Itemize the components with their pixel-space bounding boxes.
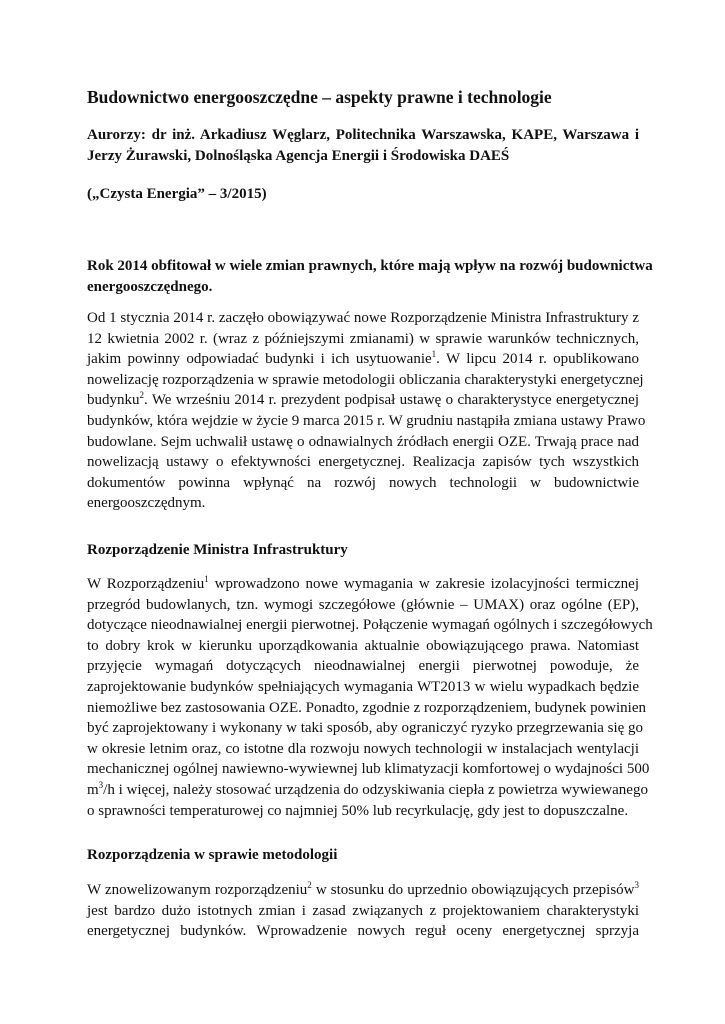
text-run: m <box>87 781 99 798</box>
document-title: Budownictwo energooszczędne – aspekty prawne i technologie <box>87 87 552 107</box>
intro-paragraph <box>87 308 646 514</box>
paragraph-line: dokumentów powinna wpłynąć na rozwój nowych technologii w budownictwie <box>87 474 639 491</box>
paragraph-line: być zaprojektowany i wykonany w taki sposób, aby ograniczyć ryzyko przegrzewania się go <box>87 720 644 737</box>
footnote-ref: 1 <box>204 574 209 584</box>
lead-paragraph <box>87 256 653 297</box>
section-heading-infrastructure: Rozporządzenie Ministra Infrastruktury <box>87 542 348 558</box>
paragraph-line <box>87 574 639 595</box>
paragraph-line: jest bardzo dużo istotnych zmian i zasad związanych z projektowaniem charakterystyki <box>87 902 639 919</box>
paragraph-line: energooszczędnym. <box>87 495 206 512</box>
paragraph-line: 12 kwietnia 2002 r. (wraz z późniejszymi zmianami) w sprawie warunków technicznych, <box>87 330 639 347</box>
paragraph-line: energetycznej budynków. Wprowadzenie nowych reguł oceny energetycznej sprzyja <box>87 923 639 940</box>
footnote-ref: 2 <box>307 880 312 890</box>
authors-line-2: Jerzy Żurawski, Dolnośląska Agencja Energii i Środowiska DAEŚ <box>87 147 510 164</box>
paragraph-line <box>87 390 639 411</box>
lead-line-2: energooszczędnego. <box>87 278 213 295</box>
paragraph-line <box>87 880 639 901</box>
superscript: 3 <box>98 779 104 790</box>
paragraph-line: niemożliwe bez zastosowania OZE. Ponadto, zgodnie z rozporządzeniem, budynek powinien <box>87 699 646 716</box>
methodology-paragraph <box>87 880 639 942</box>
authors-line <box>87 125 639 166</box>
paragraph-line: przegród budowlanych, tzn. wymogi szczegółowe (głównie – UMAX) oraz ogólne (EP), <box>87 596 639 613</box>
source-citation: („Czysta Energia” – 3/2015) <box>87 186 267 202</box>
paragraph-line: Od 1 stycznia 2014 r. zaczęło obowiązywać nowe Rozporządzenie Ministra Infrastruktury z <box>87 310 639 326</box>
text-run: W Rozporządzeniu <box>87 576 205 592</box>
text-run: /h i więcej, należy stosować urządzenia do odzyskiwania ciepła z powietrza wywiewanego <box>103 781 648 798</box>
text-run: . W lipcu 2014 r. opublikowano <box>436 351 639 368</box>
text-run: jakim powinny odpowiadać budynki i ich usytuowanie <box>87 351 432 368</box>
footnote-ref: 1 <box>431 349 437 360</box>
paragraph-line: dotyczące nieodnawialnej energii pierwotnej. Połączenie wymagań ogólnych i szczegółowych <box>87 617 653 634</box>
paragraph-line: budowlane. Sejm uchwalił ustawę o odnawialnych źródłach energii OZE. Trwają prace nad <box>87 433 639 450</box>
section-heading-methodology: Rozporządzenia w sprawie metodologii <box>87 847 338 863</box>
paragraph-line: budynków, która wejdzie w życie 9 marca 2015 r. W grudniu nastąpiła zmiana ustawy Prawo <box>87 412 646 429</box>
footnote-ref: 2 <box>139 390 144 401</box>
paragraph-line: w okresie letnim oraz, co istotne dla rozwoju nowych technologii w instalacjach wentylacji <box>87 740 639 757</box>
text-run: w stosunku do uprzednio obowiązujących przepisów <box>311 882 635 898</box>
authors-line-1: Aurorzy: dr inż. Arkadiusz Węglarz, Politechnika Warszawska, KAPE, Warszawa i <box>87 127 639 143</box>
footnote-ref: 3 <box>634 880 639 890</box>
text-run: wprowadzono nowe wymagania w zakresie izolacyjności termicznej <box>208 576 640 592</box>
text-run: W znowelizowanym rozporządzeniu <box>87 882 308 898</box>
paragraph-line: nowelizacją ustawy o efektywności energetycznej. Realizacja zapisów tych wszystkich <box>87 454 639 471</box>
paragraph-line: nowelizację rozporządzenia w sprawie metodologii obliczania charakterystyki energetycznej <box>87 371 644 388</box>
lead-line-1: Rok 2014 obfitował w wiele zmian prawnych, które mają wpływ na rozwój budownictwa <box>87 258 653 274</box>
paragraph-line: o sprawności temperaturowej co najmniej 50% lub recyrkulację, gdy jest to dopuszczalne. <box>87 802 629 819</box>
paragraph-line <box>87 779 648 801</box>
text-run: budynku <box>87 392 140 409</box>
paragraph-line: zaprojektowanie budynków spełniających wymagania WT2013 w wielu wypadkach będzie <box>87 678 639 695</box>
infrastructure-paragraph <box>87 574 653 821</box>
paragraph-line: przyjęcie wymagań dotyczących nieodnawialnej energii pierwotnej powoduje, że <box>87 658 639 675</box>
paragraph-line <box>87 349 639 370</box>
text-run: . We wrześniu 2014 r. prezydent podpisał ustawę o charakterystyce energetycznej <box>144 392 639 409</box>
paragraph-line: to dobry krok w kierunku uporządkowania aktualnie obowiązującego prawa. Natomiast <box>87 637 639 654</box>
paragraph-line: mechanicznej ogólnej nawiewno-wywiewnej lub klimatyzacji komfortowej o wydajności 500 <box>87 761 650 778</box>
